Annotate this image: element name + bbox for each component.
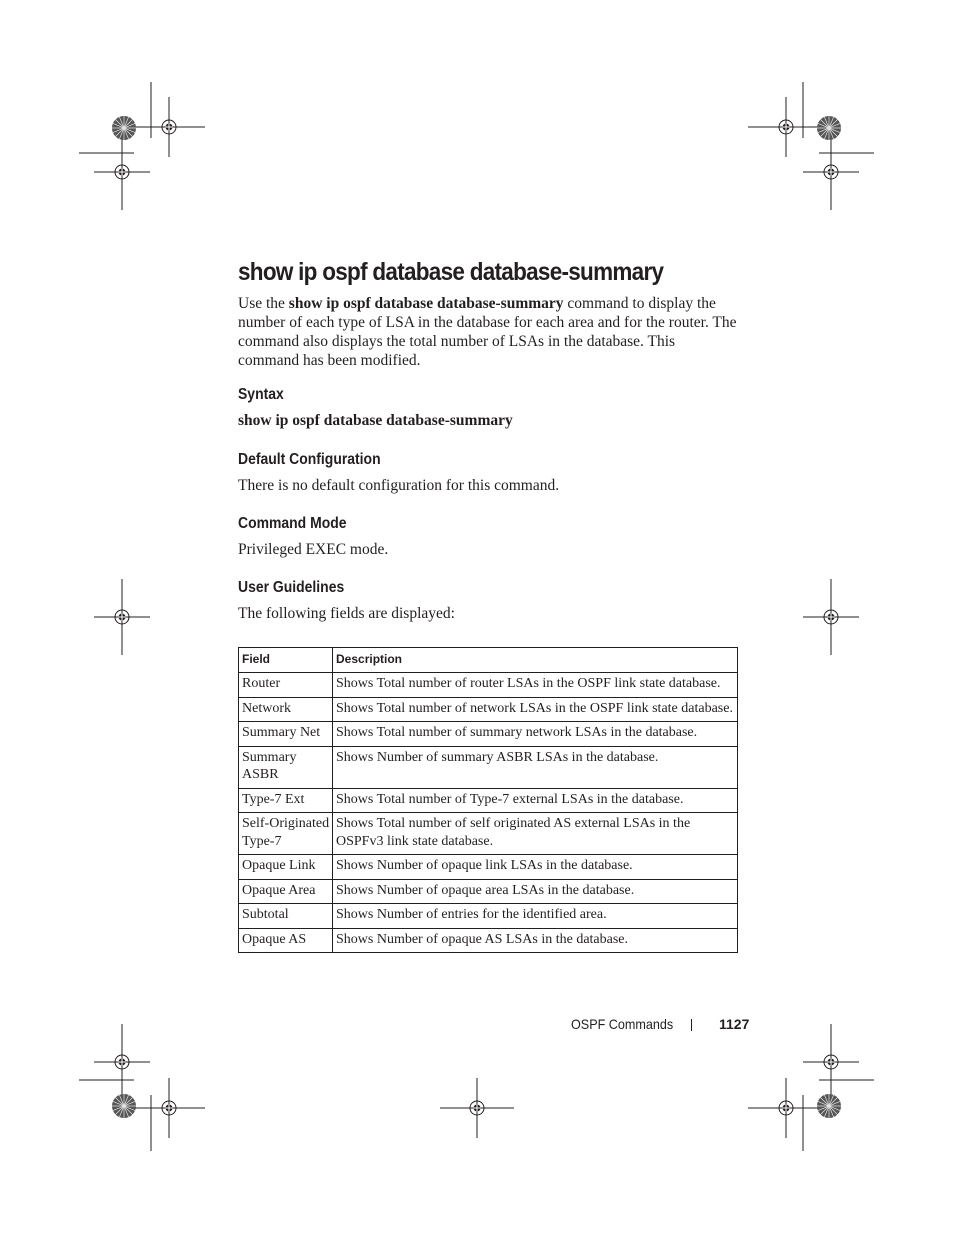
user-guidelines-section: [238, 578, 455, 623]
field-cell: Self-Originated Type-7: [239, 813, 333, 855]
field-cell: Opaque Link: [239, 855, 333, 880]
description-cell: Shows Total number of summary network LSAs in the database.: [333, 722, 738, 747]
description-cell: Shows Number of summary ASBR LSAs in the database.: [333, 746, 738, 788]
default-config-text: There is no default configuration for this command.: [238, 477, 560, 494]
fields-table: [238, 647, 738, 953]
command-mode-section: [238, 514, 388, 559]
intro-after: command to display the number of each type of LSA in the database for each area and for the router. The command also displays the total number of LSAs in the database. This command has been modified.: [238, 295, 737, 369]
table-row: [239, 722, 738, 747]
syntax-text: show ip ospf database database-summary: [238, 412, 513, 429]
table-header-description: Description: [333, 648, 738, 673]
intro-paragraph: [238, 294, 738, 370]
field-cell: Router: [239, 673, 333, 698]
table-row: [239, 697, 738, 722]
table-row: [239, 879, 738, 904]
description-cell: Shows Number of opaque link LSAs in the database.: [333, 855, 738, 880]
field-cell: Opaque Area: [239, 879, 333, 904]
footer-section-name: OSPF Commands: [571, 1016, 674, 1032]
page-title: show ip ospf database database-summary: [238, 258, 664, 286]
table-row: [239, 788, 738, 813]
description-cell: Shows Total number of router LSAs in the OSPF link state database.: [333, 673, 738, 698]
table-row: [239, 928, 738, 953]
default-config-heading: Default Configuration: [238, 451, 381, 468]
description-cell: Shows Total number of network LSAs in the OSPF link state database.: [333, 697, 738, 722]
page-content: [238, 256, 738, 947]
table-row: [239, 746, 738, 788]
command-mode-heading: Command Mode: [238, 515, 347, 532]
table-row: [239, 673, 738, 698]
default-config-section: [238, 450, 559, 495]
intro-command: show ip ospf database database-summary: [288, 295, 564, 312]
description-cell: Shows Total number of self originated AS external LSAs in the OSPFv3 link state database.: [333, 813, 738, 855]
table-row: [239, 904, 738, 929]
field-cell: Summary Net: [239, 722, 333, 747]
table-row: [239, 855, 738, 880]
table-header-field: Field: [239, 648, 333, 673]
field-cell: Summary ASBR: [239, 746, 333, 788]
field-cell: Subtotal: [239, 904, 333, 929]
description-cell: Shows Number of entries for the identified area.: [333, 904, 738, 929]
syntax-heading: Syntax: [238, 386, 284, 403]
table-row: [239, 813, 738, 855]
syntax-section: [238, 385, 513, 430]
intro-before: Use the: [238, 295, 289, 312]
description-cell: Shows Total number of Type-7 external LSAs in the database.: [333, 788, 738, 813]
user-guidelines-text: The following fields are displayed:: [238, 605, 455, 622]
footer-divider: [691, 1019, 692, 1031]
description-cell: Shows Number of opaque area LSAs in the database.: [333, 879, 738, 904]
user-guidelines-heading: User Guidelines: [238, 579, 345, 596]
table-header-row: [239, 648, 738, 673]
page-number: 1127: [719, 1016, 750, 1032]
description-cell: Shows Number of opaque AS LSAs in the database.: [333, 928, 738, 953]
field-cell: Opaque AS: [239, 928, 333, 953]
page-footer: [560, 1014, 750, 1034]
command-mode-text: Privileged EXEC mode.: [238, 541, 389, 558]
field-cell: Network: [239, 697, 333, 722]
field-cell: Type-7 Ext: [239, 788, 333, 813]
